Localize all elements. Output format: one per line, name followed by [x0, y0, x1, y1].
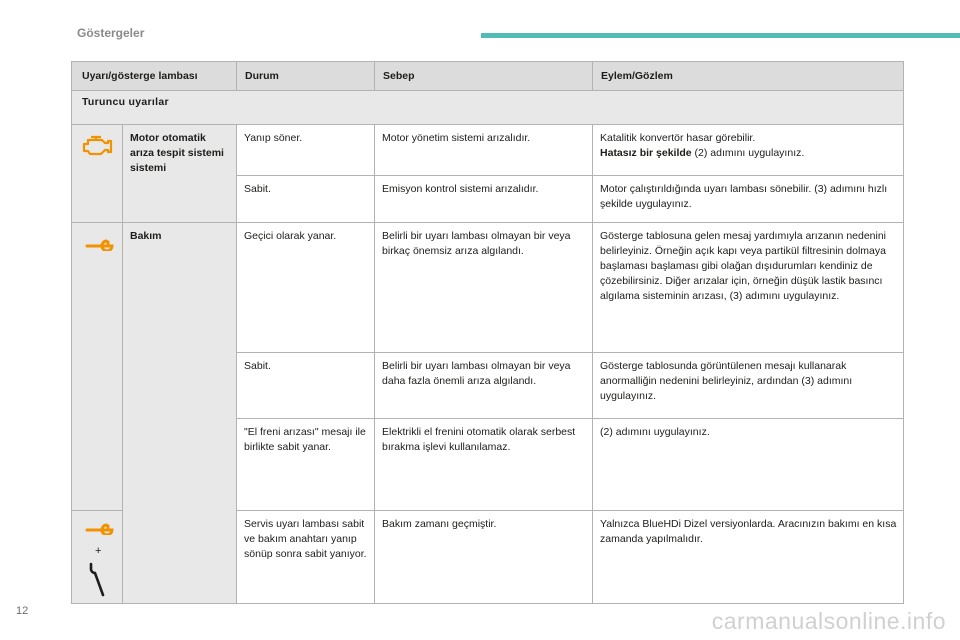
section-title: Göstergeler — [77, 26, 145, 40]
durum-cell: Sabit. — [237, 353, 375, 419]
spanner-icon — [88, 561, 108, 599]
durum-cell: Yanıp söner. — [237, 125, 375, 176]
sebep-cell: Belirli bir uyarı lambası olmayan bir veya daha fazla önemli arıza algılandı. — [375, 353, 593, 419]
column-header: Sebep — [375, 62, 593, 91]
plus-sign: + — [95, 545, 102, 557]
indicator-name: Motor otomatik arıza tespit sistemi sistemi — [123, 125, 237, 223]
indicator-icon-cell — [72, 511, 123, 604]
eylem-cell: Gösterge tablosuna gelen mesaj yardımıyla arızanın nedenini belirleyiniz. Örneğin açık kapı veya partikül filtresinin dolmaya başlaması başlaması gibi olağan dışıdurumları kendiniz de çözebilirsiniz. Diğer arızalar için, örneğin düşük lastik basıncı algılama sisteminin arızası, (3) adımını uygulayınız. — [593, 223, 904, 353]
wrench-icon — [85, 521, 115, 535]
durum-cell: Sabit. — [237, 176, 375, 223]
eylem-cell: Yalnızca BlueHDi Dizel versiyonlarda. Aracınızın bakımı en kısa zamanda yapılmalıdır. — [593, 511, 904, 604]
table-row — [72, 125, 904, 176]
indicator-name: Bakım — [123, 223, 237, 604]
eylem-emphasis: Hatasız bir şekilde — [600, 147, 692, 159]
durum-cell: Geçici olarak yanar. — [237, 223, 375, 353]
table-header-row — [72, 62, 904, 91]
durum-cell: "El freni arızası" mesajı ile birlikte sabit yanar. — [237, 419, 375, 511]
sebep-cell: Belirli bir uyarı lambası olmayan bir veya birkaç önemsiz arıza algılandı. — [375, 223, 593, 353]
eylem-cell: (2) adımını uygulayınız. — [593, 419, 904, 511]
sebep-cell: Emisyon kontrol sistemi arızalıdır. — [375, 176, 593, 223]
column-header: Durum — [237, 62, 375, 91]
watermark: carmanualsonline.info — [711, 608, 946, 634]
column-header: Uyarı/gösterge lambası — [72, 62, 237, 91]
eylem-cell: Gösterge tablosunda görüntülenen mesajı kullanarak anormalliğin nedenini belirleyiniz, ardından (3) adımını uygulayınız. — [593, 353, 904, 419]
eylem-rest: (2) adımını uygulayınız. — [691, 147, 805, 159]
indicator-icon-cell — [72, 125, 123, 223]
page-number: 12 — [16, 605, 29, 617]
sebep-cell: Elektrikli el frenini otomatik olarak serbest bırakma işlevi kullanılamaz. — [375, 419, 593, 511]
eylem-cell: Motor çalıştırıldığında uyarı lambası sönebilir. (3) adımını hızlı şekilde uygulayınız. — [593, 176, 904, 223]
eylem-cell — [593, 125, 904, 176]
engine-icon — [82, 135, 114, 157]
sebep-cell: Bakım zamanı geçmiştir. — [375, 511, 593, 604]
wrench-icon — [85, 237, 115, 251]
category-title: Turuncu uyarılar — [72, 91, 904, 125]
indicator-icon-cell — [72, 223, 123, 511]
warning-lights-table — [71, 61, 904, 604]
column-header: Eylem/Gözlem — [593, 62, 904, 91]
eylem-line: Katalitik konvertör hasar görebilir. — [600, 132, 756, 144]
durum-cell: Servis uyarı lambası sabit ve bakım anahtarı yanıp sönüp sonra sabit yanıyor. — [237, 511, 375, 604]
table-row — [72, 223, 904, 353]
header-accent-bar — [481, 33, 960, 38]
sebep-cell: Motor yönetim sistemi arızalıdır. — [375, 125, 593, 176]
